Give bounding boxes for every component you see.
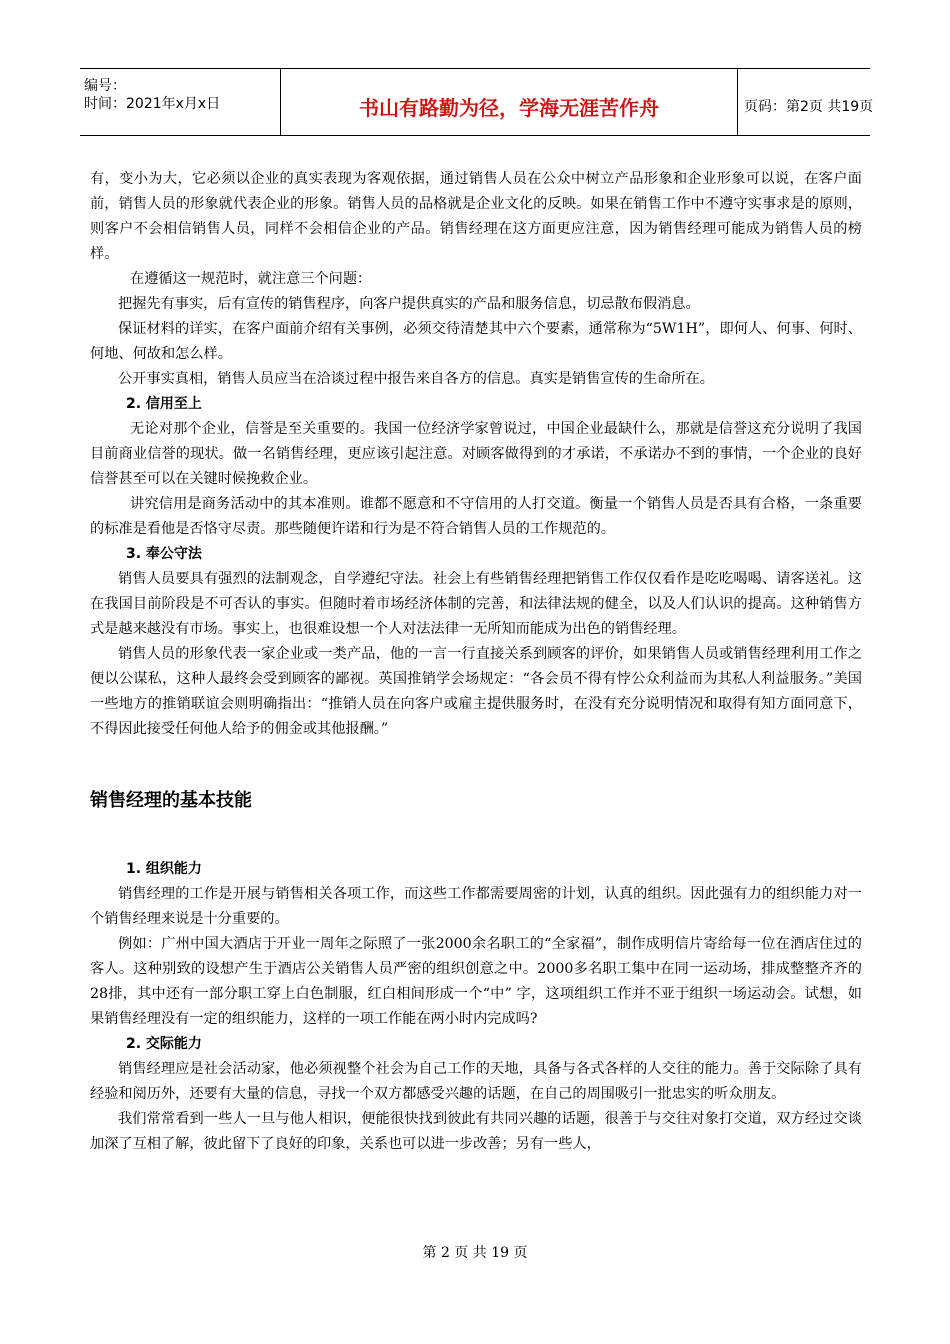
subheading: 1. 组织能力 (126, 861, 202, 877)
paragraph: 销售人员的形象代表一家企业或一类产品，他的一言一行直接关系到顾客的评价，如果销售人员或销售经理利用工作之便以公谋私，这种人最终会受到顾客的鄙视。英国推销学会场规定：“各会员不得有悖公众利益而为其私人利益服务。”美国一些地方的推销联谊会则明确指出：“推销人员在向客户或雇主提供服务时，在没有充分说明情况和取得有知方面同意下，不得因此接受任何他人给予的佣金或其他报酬。” (90, 646, 862, 737)
paragraph: 讲究信用是商务活动中的其本准则。谁都不愿意和不守信用的人打交道。衡量一个销售人员是否具有合格，一条重要的标准是看他是否恪守尽责。那些随便许诺和行为是不符合销售人员的工作规范的。 (90, 496, 862, 537)
paragraph: 销售经理应是社会活动家，他必须视整个社会为自己工作的天地，具备与各式各样的人交往的能力。善于交际除了具有经验和阅历外，还要有大量的信息，寻找一个双方都感受兴趣的话题，在自己的周围吸引一批忠实的听众朋友。 (90, 1061, 862, 1102)
section-heading: 销售经理的基本技能 (90, 790, 252, 811)
paragraph: 有，变小为大，它必须以企业的真实表现为客观依据，通过销售人员在公众中树立产品形象和企业形象可以说，在客户面前，销售人员的形象就代表企业的形象。销售人员的品格就是企业文化的反映。如果在销售工作中不遵守实事求是的原则，则客户不会相信销售人员，同样不会相信企业的产品。销售经理在这方面更应注意，因为销售经理可能成为销售人员的榜样。 (90, 171, 862, 262)
paragraph: 例如：广州中国大酒店于开业一周年之际照了一张2000余名职工的“全家福”，制作成明信片寄给每一位在酒店住过的客人。这种别致的设想产生于酒店公关销售人员严密的组织创意之中。2000多名职工集中在同一运动场，排成整整齐齐的28排，其中还有一部分职工穿上白色制服，红白相间形成一个“中” 字，这项组织工作并不亚于组织一场运动会。试想，如果销售经理没有一定的组织能力，这样的一项工作能在两小时内完成吗? (90, 936, 862, 1027)
paragraph: 无论对那个企业，信誉是至关重要的。我国一位经济学家曾说过，中国企业最缺什么，那就是信誉这充分说明了我国目前商业信誉的现状。做一名销售经理，更应该引起注意。对顾客做得到的才承诺，不承诺办不到的事情，一个企业的良好信誉甚至可以在关键时候挽救企业。 (90, 421, 862, 487)
subheading: 3. 奉公守法 (126, 546, 202, 562)
subheading: 2. 信用至上 (126, 396, 202, 412)
paragraph: 保证材料的详实，在客户面前介绍有关事例，必须交待清楚其中六个要素，通常称为“5W1H”，即何人、何事、何时、何地、何故和怎么样。 (90, 321, 862, 362)
date-label: 时间：2021年x月x日 (84, 96, 221, 112)
document-body (90, 167, 862, 1157)
header-left-cell (80, 69, 280, 135)
page-number-label: 页码：第2页 共19页 (744, 99, 874, 115)
paragraph: 我们常常看到一些人一旦与他人相识，便能很快找到彼此有共同兴趣的话题，很善于与交往对象打交道，双方经过交谈加深了互相了解，彼此留下了良好的印象，关系也可以进一步改善；另有一些人， (90, 1111, 862, 1152)
paragraph: 销售人员要具有强烈的法制观念，自学遵纪守法。社会上有些销售经理把销售工作仅仅看作是吃吃喝喝、请客送礼。这在我国目前阶段是不可否认的事实。但随时着市场经济体制的完善，和法律法规的健全，以及人们认识的提高。这种销售方式是越来越没有市场。事实上，也很难设想一个人对法法律一无所知而能成为出色的销售经理。 (90, 571, 862, 637)
paragraph: 在遵循这一规范时，就注意三个问题： (130, 271, 372, 287)
code-label: 编号： (84, 78, 126, 94)
motto-text: 书山有路勤为径，学海无涯苦作舟 (359, 95, 659, 120)
header-page-cell (738, 69, 874, 135)
subheading: 2. 交际能力 (126, 1036, 202, 1052)
paragraph: 公开事实真相，销售人员应当在洽谈过程中报告来自各方的信息。真实是销售宣传的生命所在。 (118, 371, 714, 387)
page-header (80, 68, 874, 136)
paragraph: 把握先有事实，后有宣传的销售程序，向客户提供真实的产品和服务信息，切忌散布假消息。 (118, 296, 700, 312)
page-footer: 第 2 页 共 19 页 (422, 1245, 528, 1261)
header-motto-cell (280, 69, 738, 135)
paragraph: 销售经理的工作是开展与销售相关各项工作，而这些工作都需要周密的计划，认真的组织。因此强有力的组织能力对一个销售经理来说是十分重要的。 (90, 886, 862, 927)
